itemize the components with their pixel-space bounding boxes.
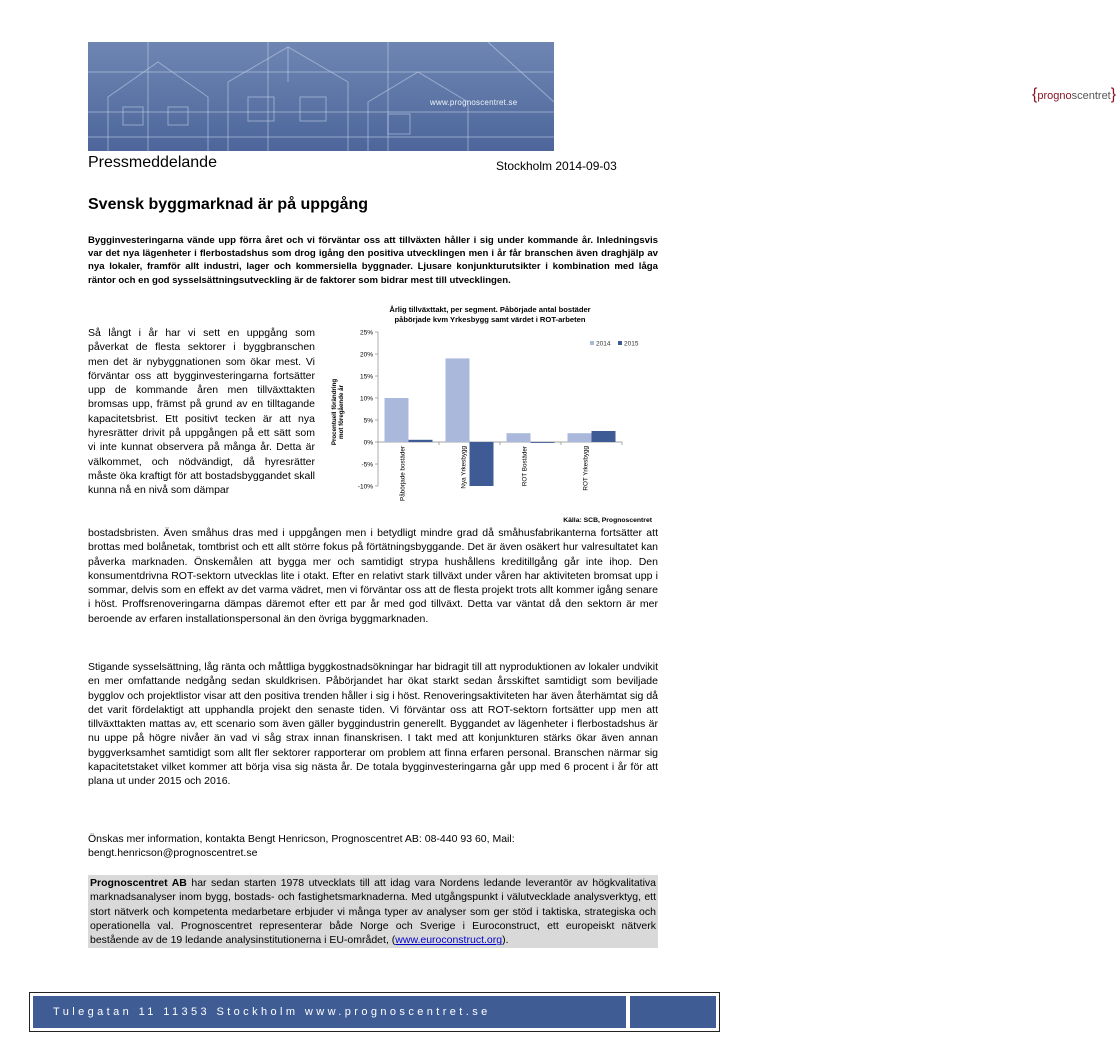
y-tick-label: 10% bbox=[359, 395, 373, 403]
y-tick-label: 5% bbox=[363, 417, 373, 425]
article-title: Svensk byggmarknad är på uppgång bbox=[88, 196, 369, 213]
paragraph-2: Stigande sysselsättning, låg ränta och måttliga byggkostnadsökningar har bidragit till att nyproduktionen av lokaler undvikit en mer omfattande nedgång sedan skuldkrisen. Påbörjandet har ökat starkt sedan årsskiftet samtidigt som beviljade bygglov och projektlistor visar att den positiva trenden håller i sig i höst. Renoveringsaktiviteten har även återhämtat sig då det varit fördelaktigt att upphandla projekt den senaste tiden. Vi förväntar oss att ROT-sektorn fortsätter upp men att tillväxttakten mattas av, ett scenario som även gäller byggindustrin generellt. Byggandet av lägenheter i flerbostadshus är nu uppe på högre nivåer än vad vi såg strax innan finanskrisen. I takt med att konjunkturen stärks ökar även annan byggverksamhet samtidigt som allt fler sektorer rapporterar om problem att finna erfaren personal. Branschen närmar sig kapacitetstaket vilket kommer att börja visa sig nästa år. De totala bygginvesteringarna går upp med 6 procent i år för att plana ut under 2015 och 2016. bbox=[88, 661, 658, 788]
y-tick-label: 25% bbox=[359, 329, 373, 337]
growth-chart bbox=[322, 302, 658, 526]
about-end: ). bbox=[502, 934, 509, 947]
x-tick-label: ROT Bostäder bbox=[521, 446, 529, 487]
chart-source: Källa: SCB, Prognoscentret bbox=[563, 517, 652, 524]
paragraph-1-column: Så långt i år har vi sett en uppgång som påverkat de flesta sektorer i byggbranschen men det är nybyggnationen som ökar mest. Vi förväntar oss att bygginvesteringarna fortsätter upp de kommande åren men tillväxttakten bromsas upp, främst på grund av en tilltagande kapacitetsbrist. Ett positivt tecken är att nya hyresrätter drivit på uppgången på ett sätt som vi inte kunnat observera på många år. Detta är välkommet, och nödvändigt, då hyresrätter måste öka kraftigt för att bostadsbyggandet skall kunna nå en nivå som dämpar bbox=[88, 327, 315, 497]
company-about bbox=[88, 875, 658, 948]
logo-area bbox=[554, 42, 1116, 151]
euroconstruct-link[interactable]: www.euroconstruct.org bbox=[395, 934, 503, 947]
footer-box bbox=[630, 996, 716, 1028]
y-tick-label: 20% bbox=[359, 351, 373, 359]
lead-paragraph: Bygginvesteringarna vände upp förra året och vi förväntar oss att tillväxten håller i sig under kommande år. Inledningsvis var det nya lägenheter i flerbostadshus som drog igång den positiva utvecklingen men i år får branschen även draghjälp av nya lokaler, framför allt industri, lager och kommersiella byggnader. Ljusare konjunkturutsikter i kombination med låga räntor och en god sysselsättningsutveckling är de faktorer som bidrar mest till utvecklingen. bbox=[88, 235, 658, 286]
y-tick-label: 15% bbox=[359, 373, 373, 381]
chart-ylabel-line-1: Procentuell förändring bbox=[331, 378, 338, 446]
x-tick-label: Påbörjade bostäder bbox=[399, 446, 407, 501]
x-tick-label: ROT Yrkesbygg bbox=[582, 446, 590, 491]
bar-2014-3 bbox=[568, 433, 592, 442]
x-tick-label: Nya Yrkesbygg bbox=[460, 446, 468, 489]
blueprint-drawing bbox=[88, 42, 554, 151]
legend-swatch-2015 bbox=[618, 341, 622, 345]
chart-bars bbox=[385, 358, 616, 486]
legend-label-2015: 2015 bbox=[624, 340, 639, 348]
bar-2014-0 bbox=[385, 398, 409, 442]
document-type: Pressmeddelande bbox=[88, 154, 217, 171]
y-tick-label: -5% bbox=[361, 461, 373, 469]
footer-address: Tulegatan 11 11353 Stockholm www.prognoscentret.se bbox=[33, 996, 626, 1028]
header-banner bbox=[88, 42, 1116, 151]
chart-legend bbox=[590, 341, 639, 348]
bar-2015-0 bbox=[409, 440, 433, 442]
bar-2015-2 bbox=[531, 442, 555, 443]
bar-2014-1 bbox=[446, 358, 470, 442]
bar-2014-2 bbox=[507, 433, 531, 442]
footer-bar bbox=[29, 992, 720, 1032]
y-tick-label: 0% bbox=[363, 439, 373, 447]
legend-label-2014: 2014 bbox=[596, 340, 611, 348]
contact-info: Önskas mer information, kontakta Bengt Henricson, Prognoscentret AB: 08-440 93 60, Mail: bengt.henricson@prognoscentret.se bbox=[88, 833, 515, 860]
company-name: Prognoscentret AB bbox=[90, 877, 187, 889]
paragraph-1-rest: bostadsbristen. Även småhus dras med i uppgången men i betydligt mindre grad då småhusfabrikanterna fortsätter att brottas med bolånetak, tomtbrist och ett allt större fokus på förtätningsbyggande. Det är även osäkert hur valresultatet kan påverka marknaden. Önskemålen att bygga mer och samtidigt strypa hushållens kreditillgång går inte ihop. Den konsumentdrivna ROT-sektorn utvecklas lite i otakt. Efter en relativt stark tillväxt under våren har aktiviteten bromsat upp i sommar, delvis som en effekt av det varma vädret, men vi förväntar oss att de flesta projekt trots allt kommer igång senare i höst. Proffsrenoveringarna dämpas däremot efter ett par år med god tillväxt. Detta var väntat då den sektorn är mer beroende av erfaren installationspersonal än den övriga byggmarknaden. bbox=[88, 527, 658, 625]
legend-swatch-2014 bbox=[590, 341, 594, 345]
chart-title-line-1: Årlig tillväxttakt, per segment. Påbörjade antal bostäder bbox=[389, 305, 591, 314]
chart-ylabel-line-2: mot föregående år bbox=[338, 385, 345, 439]
place-date: Stockholm 2014-09-03 bbox=[496, 159, 617, 173]
prognoscentret-logo: {prognoscentret} bbox=[1032, 86, 1116, 103]
banner-url: www.prognoscentret.se bbox=[430, 98, 518, 107]
bar-2015-3 bbox=[592, 431, 616, 442]
blueprint-house-image bbox=[88, 42, 554, 151]
chart-title-line-2: påbörjade kvm Yrkesbygg samt värdet i ROT-arbeten bbox=[394, 315, 586, 324]
chart-svg bbox=[322, 302, 658, 526]
y-tick-label: -10% bbox=[357, 483, 373, 491]
about-text: har sedan starten 1978 utvecklats till att idag vara Nordens ledande leverantör av högkvalitativa marknadsanalyser inom bygg, bostads- och fastighetsmarknaderna. Med utgångspunkt i välutvecklade analysverktyg, ett stort nätverk och kompetenta medarbetare erbjuder vi många typer av analyser som ger stöd i taktiska, strategiska och operationella val. Prognoscentret representerar både Norge och Sverige i Euroconstruct, ett europeiskt nätverk bestående av de 19 ledande analysinstitutionerna i EU-området, ( bbox=[90, 877, 656, 947]
bar-2015-1 bbox=[470, 442, 494, 486]
